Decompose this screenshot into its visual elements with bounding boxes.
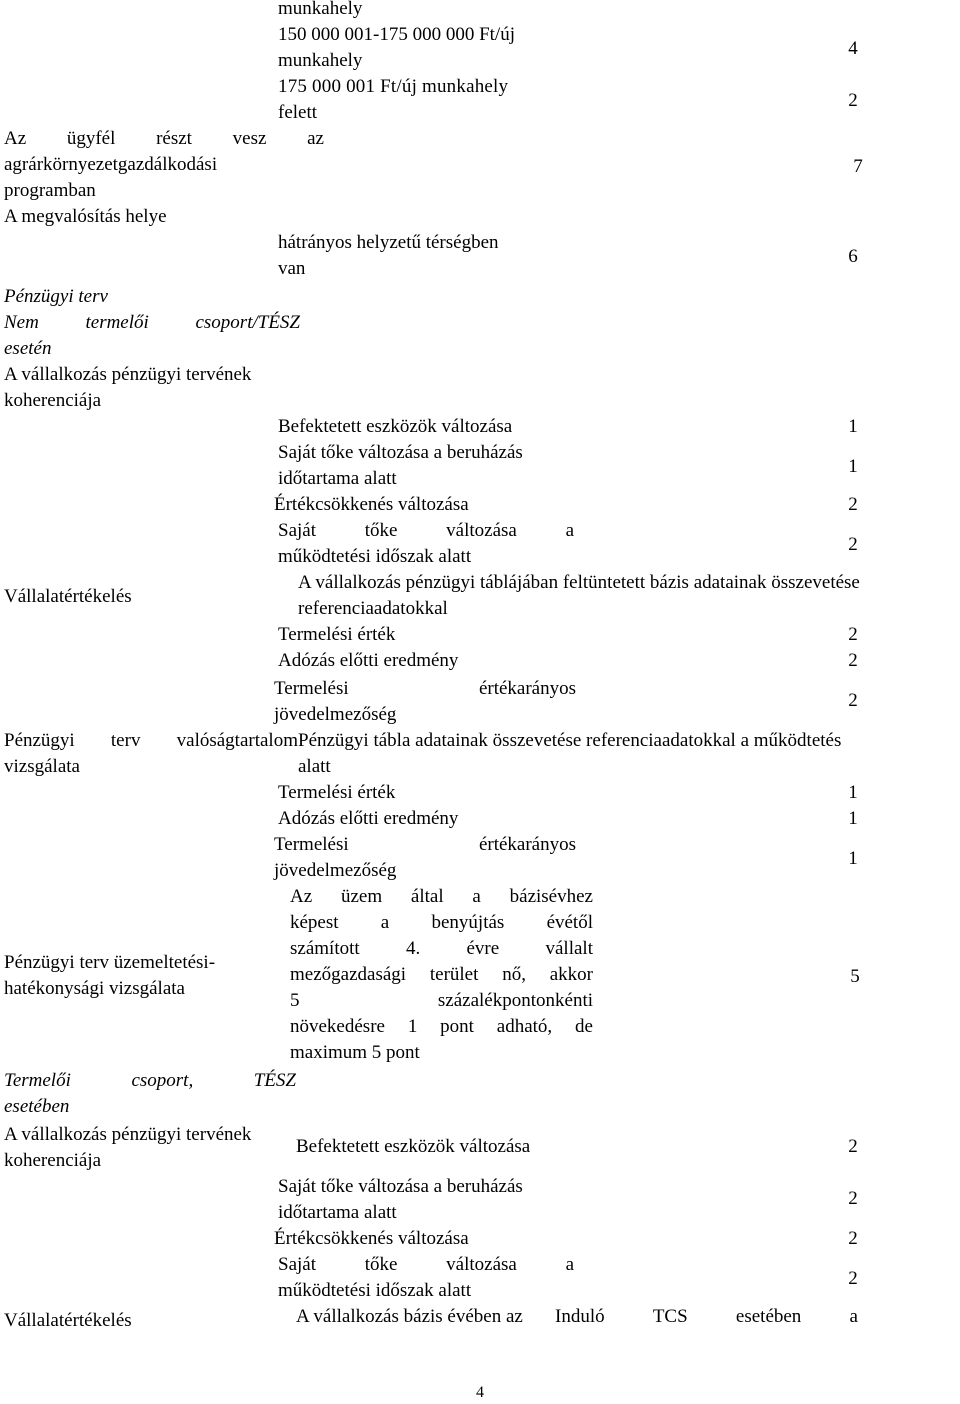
word: mezőgazdasági bbox=[290, 964, 407, 985]
criterion2-equity-operation-score: 2 bbox=[848, 1268, 858, 1289]
place-label: A megvalósítás helye bbox=[4, 206, 167, 227]
word: Az bbox=[290, 886, 313, 907]
word: csoport, bbox=[131, 1070, 194, 1091]
efficiency-text-line bbox=[290, 962, 593, 988]
criterion-equity-operation-score: 2 bbox=[848, 534, 858, 555]
top-score-b: 2 bbox=[848, 90, 858, 111]
top-line-3: munkahely bbox=[278, 50, 363, 71]
top-score-a: 4 bbox=[848, 38, 858, 59]
word: a bbox=[380, 912, 390, 933]
criterion-equity-investment-2: időtartama alatt bbox=[278, 468, 397, 489]
word: Termelési bbox=[274, 678, 349, 699]
word: terület bbox=[429, 964, 479, 985]
company-evaluation-label: Vállalatértékelés bbox=[4, 586, 132, 607]
producer-group-line-2: esetében bbox=[4, 1096, 70, 1117]
agrar-line-2: agrárkörnyezetgazdálkodási bbox=[4, 154, 218, 175]
page-number: 4 bbox=[476, 1384, 484, 1401]
validity-production-value: Termelési érték bbox=[278, 782, 396, 803]
place-option-line-1 bbox=[278, 230, 572, 256]
profitability-line-1 bbox=[274, 676, 576, 702]
word: 4. bbox=[405, 938, 421, 959]
section-heading-financial-plan: Pénzügyi terv bbox=[4, 286, 108, 307]
word: a bbox=[849, 1306, 858, 1327]
word: Az bbox=[4, 128, 27, 149]
validity-pretax-result-score: 1 bbox=[848, 808, 858, 829]
word: a bbox=[565, 520, 574, 541]
efficiency-text-line bbox=[290, 936, 593, 962]
validity-label-2: vizsgálata bbox=[4, 756, 80, 777]
criterion-equity-investment-1: Saját tőke változása a beruházás bbox=[278, 442, 523, 463]
word: valóságtartalom bbox=[176, 730, 298, 751]
word: évétől bbox=[546, 912, 593, 933]
place-option-line-2: van bbox=[278, 258, 306, 279]
top-line-4: 175 000 001 Ft/új munkahely bbox=[278, 76, 509, 97]
word: által bbox=[410, 886, 444, 907]
word: számított bbox=[290, 938, 360, 959]
word: csoport/TÉSZ bbox=[195, 312, 300, 333]
criterion2-equity-operation-1 bbox=[278, 1252, 574, 1278]
word: de bbox=[575, 1016, 593, 1037]
coherence2-label-2: koherenciája bbox=[4, 1150, 102, 1171]
word: Saját bbox=[278, 1254, 316, 1275]
coherence-label-1: A vállalkozás pénzügyi tervének bbox=[4, 364, 252, 385]
word: változása bbox=[446, 1254, 517, 1275]
word: Termelői bbox=[4, 1070, 71, 1091]
criterion-fixed-assets-score: 1 bbox=[848, 416, 858, 437]
word: adható, bbox=[496, 1016, 553, 1037]
top-line-5: felett bbox=[278, 102, 318, 123]
validity-text-2: alatt bbox=[298, 756, 331, 777]
company-evaluation2-text-a: A vállalkozás bázis évében az bbox=[296, 1306, 523, 1327]
profitability-score: 2 bbox=[848, 690, 858, 711]
criterion2-fixed-assets: Befektetett eszközök változása bbox=[296, 1136, 531, 1157]
coherence2-label-1: A vállalkozás pénzügyi tervének bbox=[4, 1124, 252, 1145]
non-producer-line-2: esetén bbox=[4, 338, 52, 359]
word: Nem bbox=[4, 312, 39, 333]
word: Saját bbox=[278, 520, 316, 541]
agrar-line-3: programban bbox=[4, 180, 96, 201]
validity-profitability-1 bbox=[274, 832, 576, 858]
word: pont bbox=[440, 1016, 474, 1037]
word: Termelési bbox=[274, 834, 349, 855]
criterion2-depreciation: Értékcsökkenés változása bbox=[274, 1228, 469, 1249]
criterion-fixed-assets: Befektetett eszközök változása bbox=[278, 416, 513, 437]
criterion2-fixed-assets-score: 2 bbox=[848, 1136, 858, 1157]
word: üzem bbox=[340, 886, 383, 907]
production-value: Termelési érték bbox=[278, 624, 396, 645]
validity-text-1: Pénzügyi tábla adatainak összevetése referenciaadatokkal a működtetés bbox=[298, 730, 842, 751]
non-producer-line-1 bbox=[4, 310, 300, 336]
validity-profitability-score: 1 bbox=[848, 848, 858, 869]
criterion-depreciation-score: 2 bbox=[848, 494, 858, 515]
validity-profitability-2: jövedelmezőség bbox=[274, 860, 397, 881]
efficiency-text-line bbox=[290, 988, 593, 1014]
criterion-equity-operation-2: működtetési időszak alatt bbox=[278, 546, 472, 567]
word: benyújtás bbox=[431, 912, 505, 933]
word: a bbox=[472, 886, 481, 907]
criterion2-equity-investment-score: 2 bbox=[848, 1188, 858, 1209]
word: nő, bbox=[502, 964, 526, 985]
word: bázisévhez bbox=[509, 886, 593, 907]
coherence-label-2: koherenciája bbox=[4, 390, 102, 411]
efficiency-score: 5 bbox=[850, 966, 860, 987]
place-option-text: hátrányos helyzetű térségben bbox=[278, 232, 499, 253]
criterion-equity-investment-score: 1 bbox=[848, 456, 858, 477]
word: akkor bbox=[549, 964, 593, 985]
criterion2-equity-operation-2: működtetési időszak alatt bbox=[278, 1280, 472, 1301]
word: vesz bbox=[232, 128, 267, 149]
word: százalékpontonkénti bbox=[437, 990, 593, 1011]
place-score: 6 bbox=[848, 246, 858, 267]
pretax-result-score: 2 bbox=[848, 650, 858, 671]
word: évre bbox=[466, 938, 500, 959]
word: TÉSZ bbox=[253, 1070, 296, 1091]
validity-production-value-score: 1 bbox=[848, 782, 858, 803]
word: vállalt bbox=[545, 938, 593, 959]
validity-pretax-result: Adózás előtti eredmény bbox=[278, 808, 459, 829]
word: változása bbox=[446, 520, 517, 541]
word: Pénzügyi bbox=[4, 730, 75, 751]
efficiency-text-line bbox=[290, 910, 593, 936]
efficiency-label-2: hatékonysági vizsgálata bbox=[4, 978, 185, 999]
word: esetében bbox=[735, 1306, 802, 1327]
word: növekedésre bbox=[290, 1016, 385, 1037]
word: Induló bbox=[555, 1306, 605, 1327]
word: részt bbox=[156, 128, 192, 149]
company-evaluation2-text-b bbox=[555, 1304, 858, 1330]
criterion2-depreciation-score: 2 bbox=[848, 1228, 858, 1249]
company-evaluation-text-1: A vállalkozás pénzügyi táblájában feltüntetett bázis adatainak összevetése bbox=[298, 572, 860, 593]
profitability-line-2: jövedelmezőség bbox=[274, 704, 397, 725]
word: tőke bbox=[364, 520, 398, 541]
criterion-equity-operation-1 bbox=[278, 518, 574, 544]
word: tőke bbox=[364, 1254, 398, 1275]
efficiency-text-line bbox=[290, 1014, 593, 1040]
word: 1 bbox=[407, 1016, 418, 1037]
criterion2-equity-investment-1: Saját tőke változása a beruházás bbox=[278, 1176, 523, 1197]
company-evaluation-text-2: referenciaadatokkal bbox=[298, 598, 448, 619]
efficiency-label-1: Pénzügyi terv üzemeltetési- bbox=[4, 952, 216, 973]
agrar-score: 7 bbox=[853, 156, 863, 177]
word: értékarányos bbox=[478, 678, 576, 699]
pretax-result: Adózás előtti eredmény bbox=[278, 650, 459, 671]
word: a bbox=[565, 1254, 574, 1275]
word: 5 bbox=[290, 990, 300, 1011]
efficiency-text-line bbox=[290, 884, 593, 910]
word: képest bbox=[290, 912, 339, 933]
company-evaluation2-label: Vállalatértékelés bbox=[4, 1310, 132, 1331]
word: terv bbox=[110, 730, 141, 751]
efficiency-text-line bbox=[290, 1040, 593, 1066]
top-line-2: 150 000 001-175 000 000 Ft/új bbox=[278, 24, 515, 45]
agrar-line-1 bbox=[4, 126, 324, 152]
producer-group-line-1 bbox=[4, 1068, 296, 1094]
production-value-score: 2 bbox=[848, 624, 858, 645]
criterion-depreciation: Értékcsökkenés változása bbox=[274, 494, 469, 515]
word: termelői bbox=[85, 312, 149, 333]
word: maximum 5 pont bbox=[290, 1042, 420, 1063]
criterion2-equity-investment-2: időtartama alatt bbox=[278, 1202, 397, 1223]
word: az bbox=[307, 128, 324, 149]
word: értékarányos bbox=[478, 834, 576, 855]
validity-label-1 bbox=[4, 728, 298, 754]
top-line-1: munkahely bbox=[278, 0, 363, 19]
word: ügyfél bbox=[66, 128, 116, 149]
word: TCS bbox=[652, 1306, 688, 1327]
